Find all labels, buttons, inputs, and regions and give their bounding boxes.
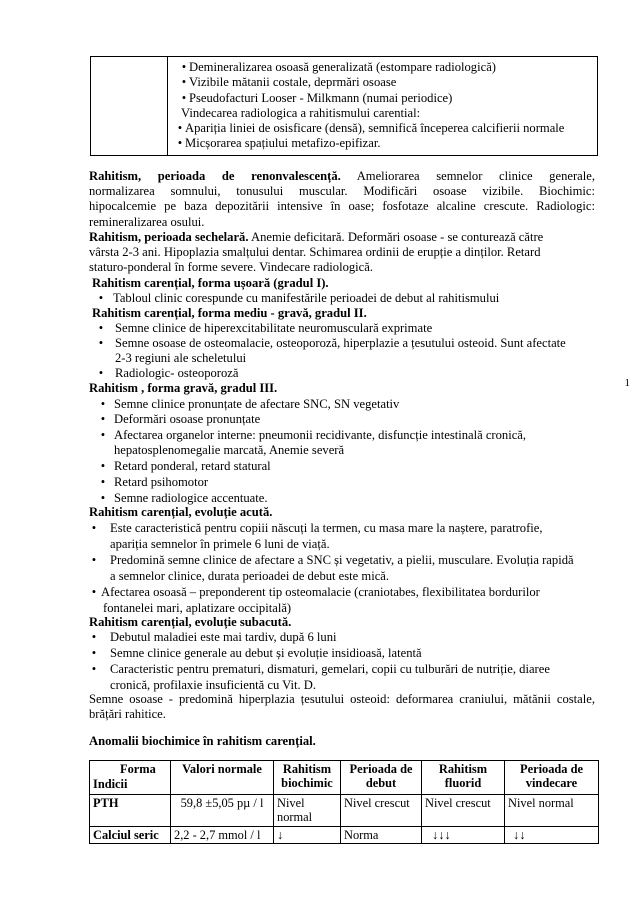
table-cell: PTH <box>90 795 171 827</box>
bullet-icon: • <box>98 336 104 350</box>
list-item: • Retard psihomotor <box>98 475 208 490</box>
bullet-icon: • <box>91 646 97 660</box>
list-item: • Semne clinice de hiperexcitabilitate neuromusculară exprimate <box>96 321 432 336</box>
bullet-icon: • <box>181 75 187 90</box>
heading-forma-usoara: Rahitism carențial, forma ușoară (gradul I). <box>92 276 329 290</box>
heading-forma-grava: Rahitism , forma gravă, gradul III. <box>89 381 278 395</box>
list-item-continuation: cronică, profilaxie insuficientă cu Vit. D. <box>110 678 317 692</box>
list-item: • Deformări osoase pronunțate <box>98 412 260 427</box>
bullet-icon: • <box>100 428 106 442</box>
top-box-empty-cell <box>91 57 168 156</box>
list-item-continuation: hepatosplenomegalie marcată, Anemie severă <box>114 443 345 457</box>
table-cell: ↓↓ <box>505 826 599 843</box>
list-item: • Tabloul clinic corespunde cu manifestările perioadei de debut al rahitismului <box>96 291 499 306</box>
table-header-cell: Valori normale <box>171 761 274 795</box>
top-box-line: • Micșorarea spațiului metafizo-epifizar. <box>175 136 597 151</box>
table-header-row <box>90 761 599 795</box>
paragraph-line: brățări rahitice. <box>89 707 166 722</box>
top-box-line: • Pseudofacturi Looser - Milkmann (numai periodice) <box>175 91 597 106</box>
bullet-icon: • <box>98 291 104 305</box>
list-item: • Semne clinice pronunțate de afectare SNC, SN vegetativ <box>98 397 399 412</box>
table-cell: 59,8 ±5,05 pµ / l <box>171 795 274 827</box>
table-header-cell: Rahitism fluorid <box>422 761 505 795</box>
list-item-continuation: 2-3 regiuni ale scheletului <box>115 351 247 365</box>
paragraph-line: hipocalcemie pe baza depozitării intensive în oase; fosfotaze alcaline crescute. Radiologic: <box>89 199 595 214</box>
table-cell: Norma <box>341 826 422 843</box>
top-box-line: • Demineralizarea osoasă generalizată (estompare radiologică) <box>175 60 597 75</box>
bullet-icon: • <box>181 60 187 74</box>
table-cell: Nivel normal <box>505 795 599 827</box>
list-item: • Predomină semne clinice de afectare a SNC și vegetativ, a pielii, musculare. Evoluția rapidă <box>89 553 574 568</box>
list-item: • Afectarea organelor interne: pneumonii recidivante, disfuncție intestinală cronică, <box>98 428 526 443</box>
paragraph-line: normalizarea somnului, tonusului muscular. Modificări osoase vizibile. Biochimic: <box>89 184 595 199</box>
page-marker: 1 <box>624 377 630 389</box>
bullet-icon: • <box>181 90 187 105</box>
bullet-icon: • <box>98 321 104 335</box>
bullet-icon: • <box>91 630 97 644</box>
list-item: • Debutul maladiei este mai tardiv, după 6 luni <box>89 630 337 645</box>
bullet-icon: • <box>100 412 106 426</box>
paragraph-sechelara: Rahitism, perioada sechelară. Anemie deficitară. Deformări osoase - se conturează către vârsta 2-3 ani. Hipoplazia smalțului dentar. Schimarea ordinii de erupție a dinților. Retard staturo-ponderal în forme severe. Vindecare radiologică. <box>89 230 595 276</box>
bullet-icon: • <box>98 366 104 380</box>
list-item: • Este caracteristică pentru copiii născuți la termen, cu masa mare la naștere, paratrofie, <box>89 521 543 536</box>
table-row <box>90 795 599 827</box>
paragraph-renonvalescenta: Rahitism, perioada de renonvalescență. Ameliorarea semnelor clinice generale, normalizarea somnului, tonusului muscular. Modificări osoase vizibile. Biochimic: hipocalcemie pe baza depozitării intensive în oase; fosfotaze alcaline crescute. Radiologic: remineralizarea osului. <box>89 169 595 229</box>
list-item: • Afectarea osoasă – preponderent tip osteomalacie (craniotabes, flexibilitatea bordurilor <box>89 585 540 600</box>
bullet-icon: • <box>100 397 106 411</box>
table-header-cell: Perioada de debut <box>341 761 422 795</box>
bullet-icon: • <box>91 662 97 676</box>
list-item-continuation: apariția semnelor în primele 6 luni de viață. <box>110 537 330 551</box>
table-header-cell: Rahitism biochimic <box>274 761 341 795</box>
list-item: • Semne osoase de osteomalacie, osteoporoză, hiperplazie a țesutului osteoid. Sunt afectate <box>96 336 566 351</box>
list-item: • Semne clinice generale au debut și evoluție insidioasă, latentă <box>89 646 422 661</box>
paragraph-title: Rahitism, perioada sechelară. <box>89 230 249 244</box>
paragraph-line: remineralizarea osului. <box>89 214 205 229</box>
bullet-icon: • <box>100 475 106 489</box>
bullet-icon: • <box>91 553 97 567</box>
bullet-icon: • <box>177 136 183 151</box>
list-item-continuation: fontanelei mari, aplatizare occipitală) <box>103 601 292 615</box>
table-cell: Nivel crescut <box>422 795 505 827</box>
heading-evolutie-acuta: Rahitism carențial, evoluție acută. <box>89 505 273 519</box>
bullet-icon: • <box>91 521 97 535</box>
paragraph-semne-osoase <box>89 692 595 722</box>
biochemical-anomalies-table <box>89 760 599 844</box>
top-box-line: • Apariția liniei de osisficare (densă), semnifică începerea calcifierii normale <box>175 121 597 136</box>
paragraph-line: staturo-ponderal în forme severe. Vindecare radiologică. <box>89 260 373 275</box>
table-header-cell: Forma Indicii <box>90 761 171 795</box>
table-cell: Calciul seric <box>90 826 171 843</box>
bullet-icon: • <box>177 121 183 136</box>
paragraph-title: Rahitism, perioada de renonvalescență. <box>89 169 341 183</box>
top-box-content-cell <box>168 57 598 156</box>
list-item: • Semne radiologice accentuate. <box>98 491 268 506</box>
paragraph-line: Semne osoase - predomină hiperplazia țesutului osteoid: deformarea craniului, mătănii costale, <box>89 692 595 706</box>
table-row <box>90 826 599 843</box>
table-cell: ↓↓↓ <box>422 826 505 843</box>
list-item: • Radiologic- osteoporoză <box>96 366 238 381</box>
list-item: • Caracteristic pentru prematuri, dismaturi, gemelari, copii cu tulburări de nutriție, diaree <box>89 662 550 677</box>
table-header-cell: Perioada de vindecare <box>505 761 599 795</box>
list-item: • Retard ponderal, retard statural <box>98 459 271 474</box>
table-cell: Nivel crescut <box>341 795 422 827</box>
paragraph-line: vârsta 2-3 ani. Hipoplazia smalțului dentar. Schimarea ordinii de erupție a dinților. Retard <box>89 245 541 260</box>
heading-evolutie-subacuta: Rahitism carențial, evoluție subacută. <box>89 615 292 629</box>
top-box-line: • Vizibile mătanii costale, deprmări osoase <box>175 75 597 90</box>
table-cell: 2,2 - 2,7 mmol / l <box>171 826 274 843</box>
table-cell: ↓ <box>274 826 341 843</box>
heading-forma-medie: Rahitism carențial, forma mediu - gravă, gradul II. <box>92 306 367 320</box>
table-cell: Nivel normal <box>274 795 341 827</box>
top-box-table <box>90 56 598 156</box>
bullet-icon: • <box>100 491 106 505</box>
list-item-continuation: a semnelor clinice, durata perioadei de debut este mică. <box>110 569 390 583</box>
bullet-icon: • <box>91 585 97 599</box>
top-box-line: Vindecarea radiologica a rahitismului carential: <box>181 105 421 120</box>
bullet-icon: • <box>100 459 106 473</box>
table-title: Anomalii biochimice în rahitism carențial. <box>89 734 316 748</box>
